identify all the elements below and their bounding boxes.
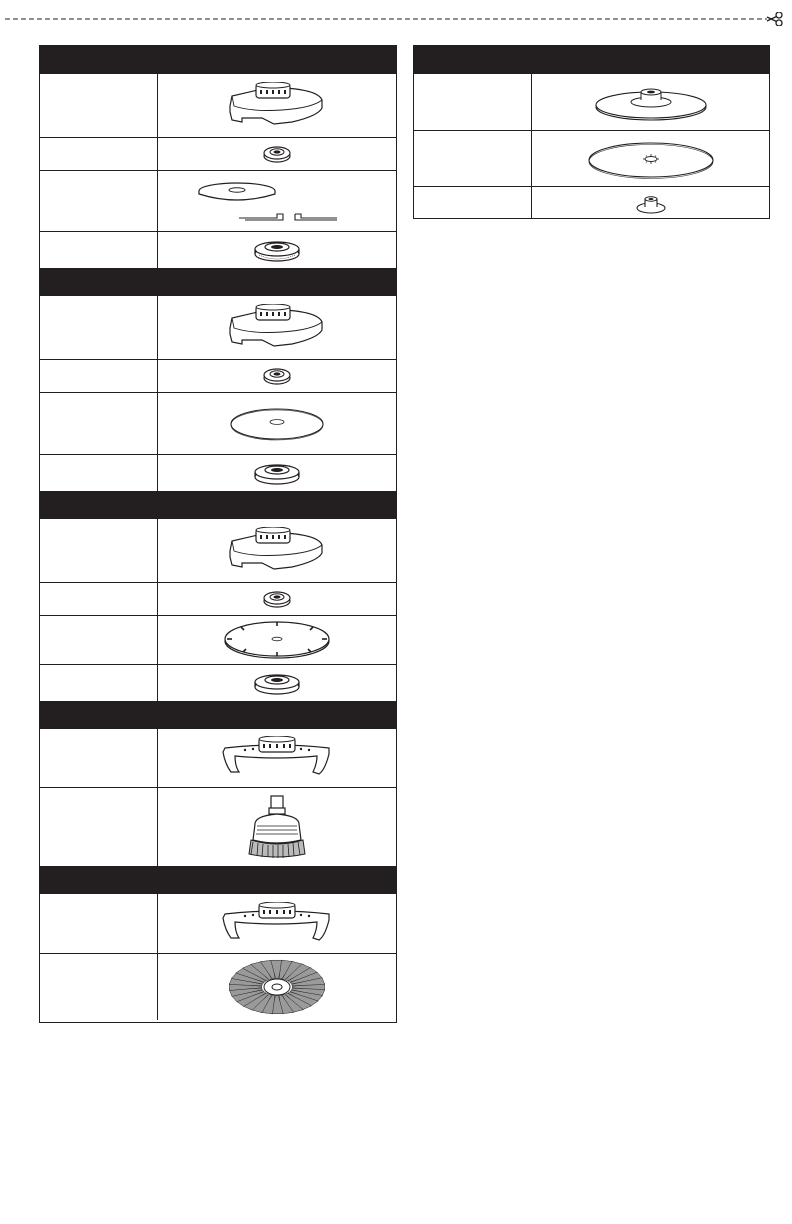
cut-line (5, 12, 785, 26)
accessory-row (40, 296, 396, 359)
cutting-wheel-icon (227, 402, 327, 446)
threaded-clamp-nut-icon (251, 668, 303, 698)
wire-wheel-brush-icon (225, 957, 329, 1017)
group-header (414, 46, 769, 74)
rubber-backing-pad-icon (592, 80, 710, 124)
guard-type27-icon (221, 736, 333, 780)
row-label (40, 171, 158, 231)
row-label (40, 360, 158, 392)
row-label (40, 138, 158, 170)
accessory-row (40, 664, 396, 701)
group-header (40, 491, 396, 519)
group-header (40, 46, 396, 74)
threaded-clamp-nut-icon (251, 235, 303, 265)
accessory-table-left (39, 45, 397, 1023)
row-label (40, 74, 158, 137)
row-label (40, 729, 158, 787)
wire-cup-brush-icon (247, 794, 307, 860)
row-label (40, 455, 158, 491)
row-label (40, 296, 158, 359)
depressed-center-wheel-with-spacers-icon (197, 176, 357, 226)
segmented-diamond-wheel-icon (221, 618, 333, 662)
accessory-table-right (413, 45, 770, 219)
accessory-row (414, 130, 769, 186)
accessory-row (40, 454, 396, 491)
group-header (40, 866, 396, 894)
accessory-row (414, 186, 769, 218)
guard-type1-icon (222, 527, 332, 575)
accessory-row (40, 615, 396, 664)
accessory-row (40, 729, 396, 787)
row-label (414, 131, 532, 186)
row-label (40, 954, 158, 1020)
row-label (40, 393, 158, 454)
sanding-disc-icon (585, 137, 717, 181)
accessory-row (40, 359, 396, 392)
backing-flange-icon (257, 587, 297, 611)
scissors-icon (767, 12, 782, 26)
row-label (40, 232, 158, 268)
accessory-row (40, 787, 396, 866)
group-header (40, 268, 396, 296)
row-label (40, 519, 158, 582)
accessory-row (40, 137, 396, 170)
accessory-row (40, 231, 396, 268)
backing-flange-icon (257, 364, 297, 388)
guard-type1-icon (222, 304, 332, 352)
accessory-row (40, 170, 396, 231)
accessory-row (40, 953, 396, 1020)
accessory-row (40, 74, 396, 137)
accessory-row (40, 392, 396, 454)
guard-type1-icon (222, 82, 332, 130)
row-label (40, 894, 158, 953)
row-label (414, 187, 532, 218)
row-label (40, 616, 158, 664)
guard-type27-icon (221, 902, 333, 946)
accessory-row (40, 582, 396, 615)
row-label (40, 665, 158, 701)
group-header (40, 701, 396, 729)
backing-flange-icon (257, 142, 297, 166)
clamp-nut-small-icon (631, 191, 671, 215)
threaded-clamp-nut-icon (251, 458, 303, 488)
row-label (40, 583, 158, 615)
accessory-row (40, 894, 396, 953)
row-label (40, 788, 158, 866)
accessory-row (40, 519, 396, 582)
row-label (414, 74, 532, 130)
accessory-row (414, 74, 769, 130)
